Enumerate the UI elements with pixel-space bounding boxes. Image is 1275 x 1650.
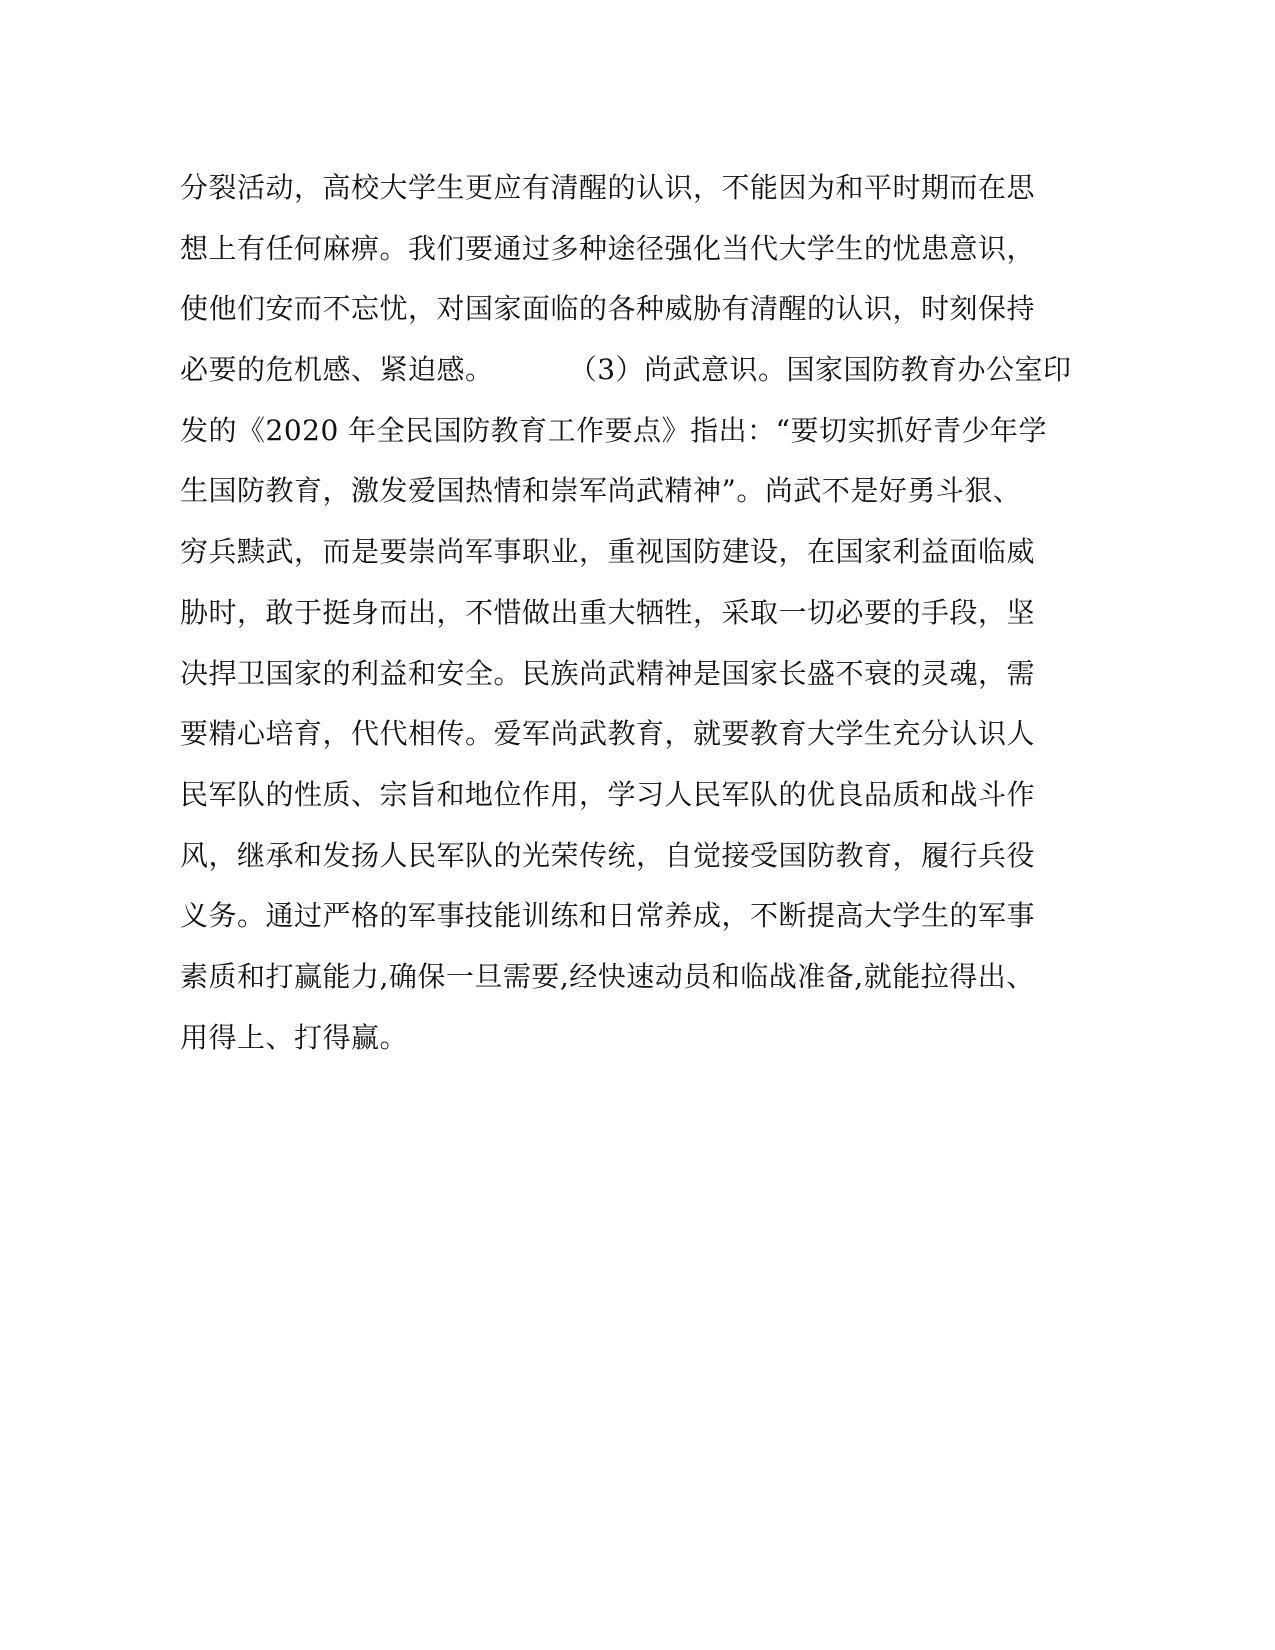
text-line: 决捍卫国家的利益和安全。民族尚武精神是国家长盛不衰的灵魂，需 xyxy=(180,656,1036,690)
text-line: 分裂活动，高校大学生更应有清醒的认识，不能因为和平时期而在思 xyxy=(180,171,1036,204)
text-line: 要精心培育，代代相传。爱军尚武教育，就要教育大学生充分认识人 xyxy=(180,717,1036,751)
text-line: 胁时，敢于挺身而出，不惜做出重大牺牲，采取一切必要的手段，坚 xyxy=(180,595,1036,629)
text-line: 素质和打赢能力,确保一旦需要,经快速动员和临战准备,就能拉得出、 xyxy=(180,959,1035,993)
text-line: 风，继承和发扬人民军队的光荣传统，自觉接受国防教育，履行兵役 xyxy=(180,838,1036,872)
text-line: 穷兵黩武，而是要崇尚军事职业，重视国防建设，在国家利益面临威 xyxy=(180,535,1036,569)
text-line: 想上有任何麻痹。我们要通过多种途径强化当代大学生的忧患意识， xyxy=(180,231,1036,265)
text-line: 必要的危机感、紧迫感。 （3）尚武意识。国家国防教育办公室印 xyxy=(180,353,1072,387)
text-line: 生国防教育，激发爱国热情和崇军尚武精神”。尚武不是好勇斗狠、 xyxy=(180,474,1022,508)
text-line: 使他们安而不忘忧，对国家面临的各种威胁有清醒的认识，时刻保持 xyxy=(180,292,1036,326)
text-line: 民军队的性质、宗旨和地位作用，学习人民军队的优良品质和战斗作 xyxy=(180,777,1036,811)
body-paragraph xyxy=(180,158,1072,1068)
text-line: 义务。通过严格的军事技能训练和日常养成，不断提高大学生的军事 xyxy=(180,899,1036,933)
text-line: 发的《2020 年全民国防教育工作要点》指出：“要切实抓好青少年学 xyxy=(180,413,1047,447)
text-line: 用得上、打得赢。 xyxy=(180,1020,409,1054)
